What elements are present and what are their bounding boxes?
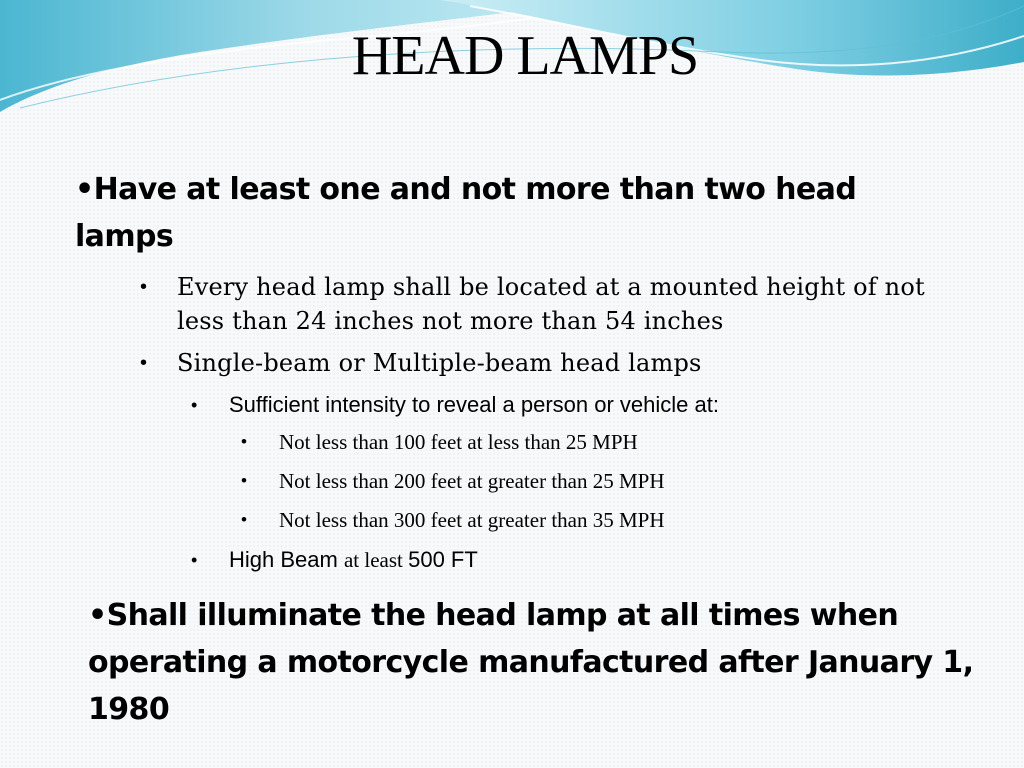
intensity-item <box>191 391 929 419</box>
distance-text: Not less than 100 feet at less than 25 MPH <box>279 430 638 454</box>
sub-item-mount-height <box>140 270 977 338</box>
bullet-icon: • <box>140 276 148 298</box>
bullet-icon: • <box>241 510 247 529</box>
distance-item-2 <box>241 467 879 495</box>
slide-title: HEAD LAMPS <box>351 25 699 87</box>
main-bullet-2 <box>88 592 1018 733</box>
main-bullet-2-text: Shall illuminate the head lamp at all times when operating a motorcycle manufactured after January 1, 1980 <box>88 598 974 727</box>
high-beam-item <box>191 546 929 574</box>
high-beam-distance: 500 FT <box>408 547 478 572</box>
sub-item-beam-types <box>140 346 977 380</box>
bullet-icon: • <box>191 550 198 570</box>
main-bullet-1 <box>75 166 955 260</box>
main-bullet-1-text: Have at least one and not more than two head lamps <box>75 172 857 254</box>
bullet-icon: • <box>88 598 107 633</box>
bullet-icon: • <box>140 352 148 374</box>
bullet-icon: • <box>241 432 247 451</box>
bullet-icon: • <box>241 471 247 490</box>
bullet-icon: • <box>191 395 198 415</box>
distance-text: Not less than 200 feet at greater than 25 MPH <box>279 469 665 493</box>
distance-text: Not less than 300 feet at greater than 35 MPH <box>279 508 665 532</box>
bullet-icon: • <box>75 172 94 207</box>
high-beam-label: High Beam <box>229 547 344 572</box>
distance-item-1 <box>241 428 879 456</box>
high-beam-qualifier: at least <box>343 548 409 572</box>
sub-item-text: Single-beam or Multiple-beam head lamps <box>177 349 702 377</box>
distance-item-3 <box>241 506 879 534</box>
intensity-text: Sufficient intensity to reveal a person or vehicle at: <box>229 392 719 417</box>
sub-item-text: Every head lamp shall be located at a mounted height of not less than 24 inches not more than 54 inches <box>177 273 925 335</box>
